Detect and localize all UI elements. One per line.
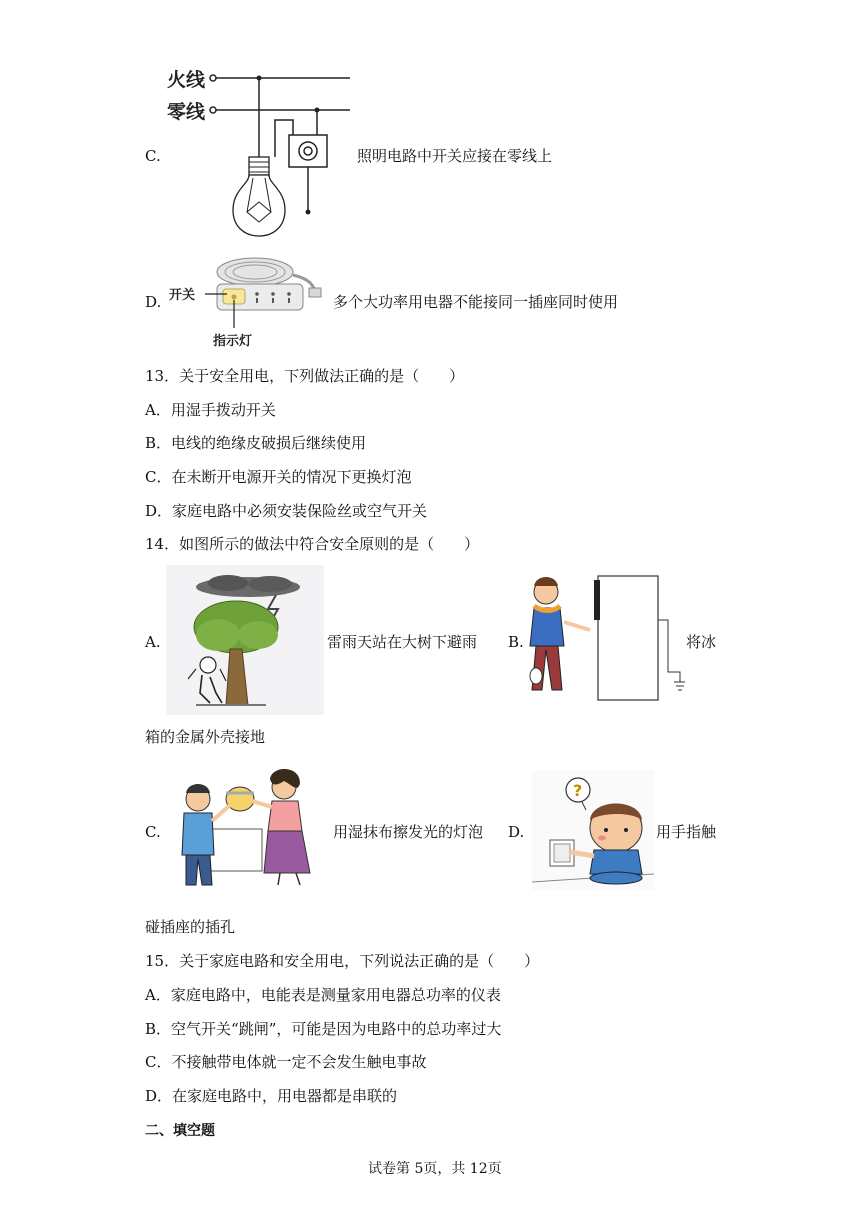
page-footer: 试卷第 5页，共 12页 (368, 1161, 502, 1177)
q13-option-b: B．电线的绝缘皮破损后继续使用 (145, 434, 367, 452)
q14-option-b-text-1: 将冰 (686, 633, 717, 651)
q15-option-b: B．空气开关“跳闸”，可能是因为电路中的总功率过大 (145, 1020, 502, 1038)
q14-option-d-text-1: 用手指触 (656, 823, 717, 841)
wiping-lamp-illustration (168, 765, 330, 889)
q14-option-a-letter: A. (145, 633, 161, 651)
q14-option-c-text: 用湿抹布擦发光的灯泡 (333, 823, 484, 841)
q14-option-b-letter: B. (508, 633, 524, 651)
q14-option-d-text-2: 碰插座的插孔 (145, 918, 236, 936)
indicator-lamp-label: 指示灯 (213, 334, 253, 349)
q12-option-d-letter: D. (145, 293, 162, 311)
q13-stem: 13．关于安全用电，下列做法正确的是（ ） (145, 367, 465, 385)
q13-option-c: C．在未断开电源开关的情况下更换灯泡 (145, 468, 412, 486)
q12-option-d-text: 多个大功率用电器不能接同一插座同时使用 (333, 293, 619, 311)
q13-option-d: D．家庭电路中必须安装保险丝或空气开关 (145, 502, 428, 520)
neutral-wire-label: 零线 (167, 101, 206, 123)
refrigerator-grounding-illustration (520, 572, 685, 704)
q14-option-d-letter: D. (508, 823, 525, 841)
live-wire-label: 火线 (167, 69, 206, 91)
q14-stem: 14．如图所示的做法中符合安全原则的是（ ） (145, 535, 480, 553)
q14-option-c-letter: C. (145, 823, 161, 841)
q12-option-c-letter: C. (145, 147, 161, 165)
q12-option-c-text: 照明电路中开关应接在零线上 (357, 147, 553, 165)
thunderstorm-tree-illustration (166, 565, 324, 715)
circuit-diagram (165, 62, 355, 242)
q13-option-a: A．用湿手拨动开关 (145, 401, 276, 419)
q14-option-b-text-2: 箱的金属外壳接地 (145, 728, 266, 746)
svg-text:?: ? (573, 781, 583, 800)
q15-option-d: D．在家庭电路中，用电器都是串联的 (145, 1087, 398, 1105)
q14-option-a-text: 雷雨天站在大树下避雨 (327, 633, 478, 651)
switch-label: 开关 (169, 288, 196, 303)
q15-option-a: A．家庭电路中，电能表是测量家用电器总功率的仪表 (145, 986, 501, 1004)
socket-touch-illustration (532, 770, 654, 890)
q15-option-c: C．不接触带电体就一定不会发生触电事故 (145, 1053, 427, 1071)
power-strip-illustration (165, 250, 327, 350)
section-title: 二、填空题 (145, 1123, 215, 1139)
q15-stem: 15．关于家庭电路和安全用电，下列说法正确的是（ ） (145, 952, 540, 970)
